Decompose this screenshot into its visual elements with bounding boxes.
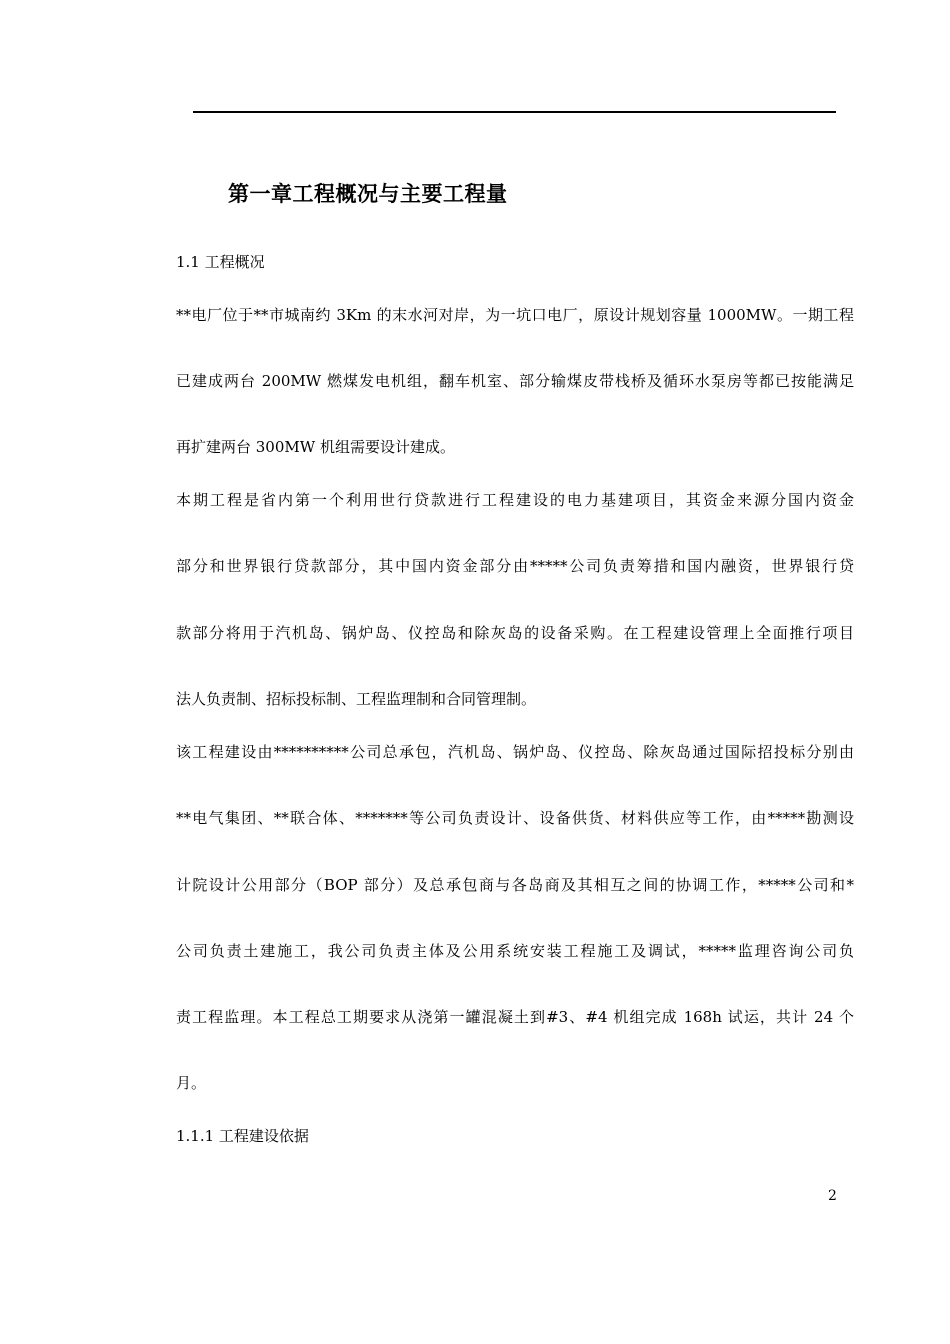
paragraph-3-line-1: 该工程建设由**********公司总承包，汽机岛、锅炉岛、仪控岛、除灰岛通过国际招投标分别由: [176, 743, 854, 761]
paragraph-1-line-1: **电厂位于**市城南约 3Km 的末水河对岸，为一坑口电厂，原设计规划容量 1000MW。一期工程: [176, 306, 854, 324]
paragraph-3-line-6: 月。: [176, 1074, 207, 1092]
paragraph-1-line-3: 再扩建两台 300MW 机组需要设计建成。: [176, 438, 455, 456]
paragraph-2-line-3: 款部分将用于汽机岛、锅炉岛、仪控岛和除灰岛的设备采购。在工程建设管理上全面推行项目: [176, 624, 854, 642]
section-heading-1-1: 1.1 工程概况: [176, 253, 265, 271]
paragraph-2-line-4: 法人负责制、招标投标制、工程监理制和合同管理制。: [176, 690, 537, 708]
chapter-title: 第一章工程概况与主要工程量: [228, 182, 508, 206]
paragraph-3-line-3: 计院设计公用部分（BOP 部分）及总承包商与各岛商及其相互之间的协调工作，*****公司和*: [176, 876, 854, 894]
paragraph-2-line-2: 部分和世界银行贷款部分，其中国内资金部分由*****公司负责筹措和国内融资，世界银行贷: [176, 557, 854, 575]
paragraph-3-line-4: 公司负责土建施工，我公司负责主体及公用系统安装工程施工及调试，*****监理咨询公司负: [176, 942, 854, 960]
paragraph-3-line-5: 责工程监理。本工程总工期要求从浇第一罐混凝土到#3、#4 机组完成 168h 试运，共计 24 个: [176, 1008, 854, 1026]
header-rule: [193, 111, 836, 113]
page-number: 2: [828, 1188, 837, 1204]
section-heading-1-1-1: 1.1.1 工程建设依据: [176, 1127, 309, 1145]
paragraph-2-line-1: 本期工程是省内第一个利用世行贷款进行工程建设的电力基建项目，其资金来源分国内资金: [176, 491, 854, 509]
paragraph-3-line-2: **电气集团、**联合体、*******等公司负责设计、设备供货、材料供应等工作，由*****勘测设: [176, 809, 854, 827]
paragraph-1-line-2: 已建成两台 200MW 燃煤发电机组，翻车机室、部分输煤皮带栈桥及循环水泵房等都已按能满足: [176, 372, 854, 390]
